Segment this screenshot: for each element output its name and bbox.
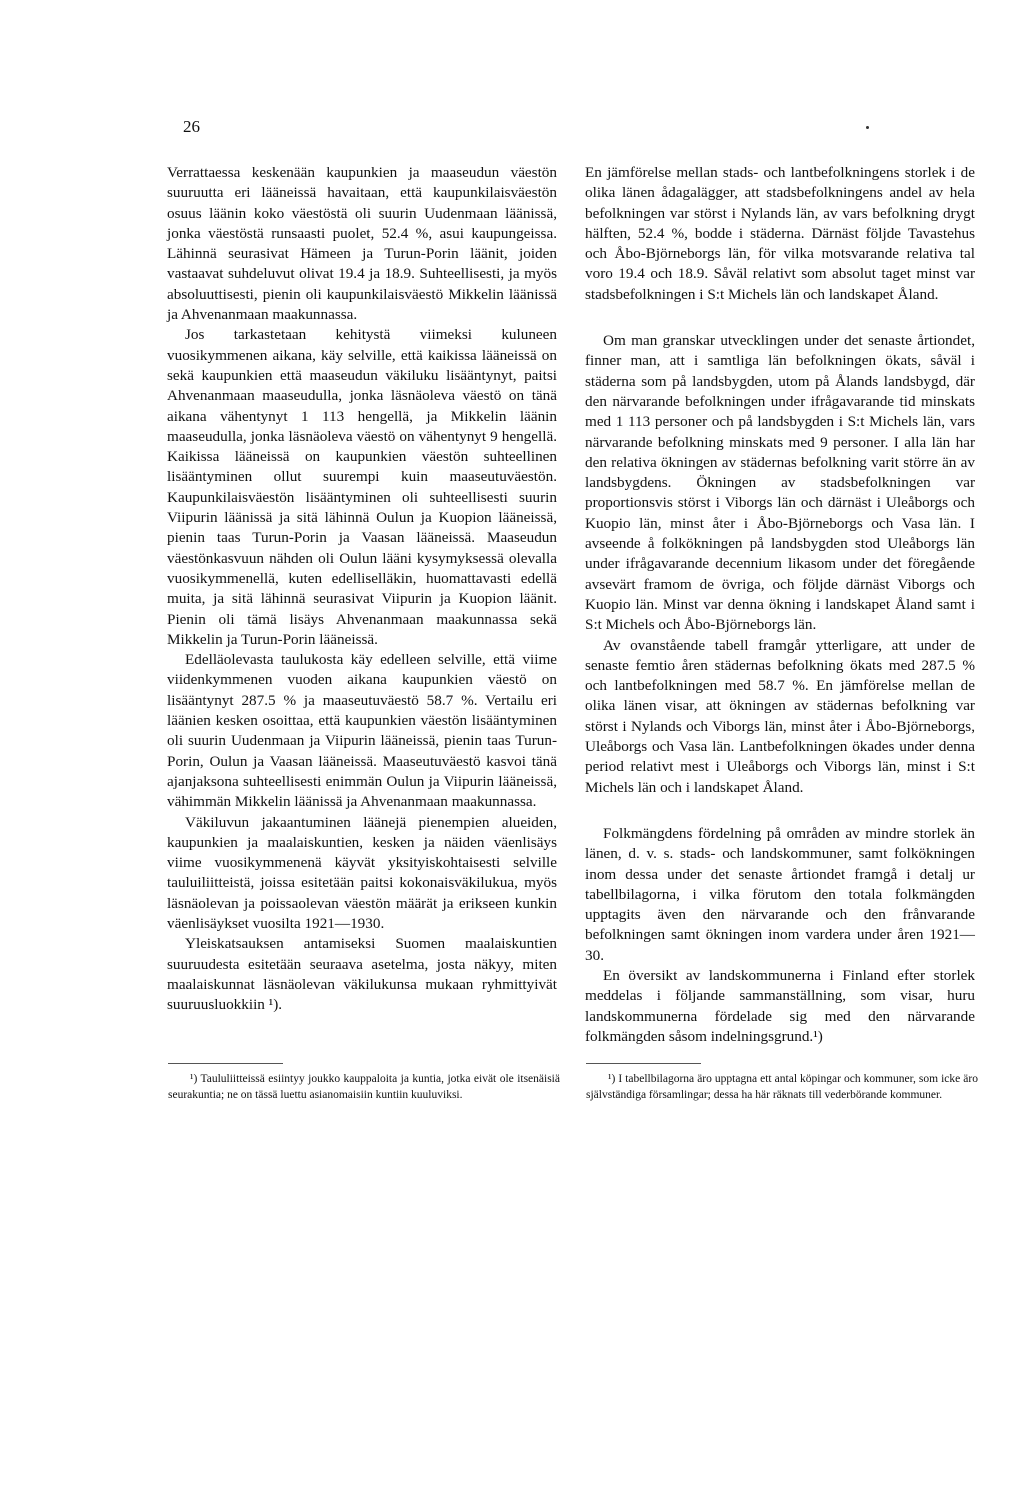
- paragraph-fi-4: Väkiluvun jakaantuminen läänejä pienempien alueiden, kaupunkien ja maalaiskuntien, kesken ja näiden väenlisäys viime vuosikymmenenä käyvät yksityiskohtaisesti selville tauluiliitteistä, joissa esitetään paitsi kokonaisväkilukua, myös läsnäolevan ja poissaolevan väestön määrät ja erikseen kunkin väenlisäykset vuosilta 1921—1930.: [167, 813, 557, 932]
- paragraph-sv-2: Om man granskar utvecklingen under det senaste årtiondet, finner man, att i samtliga län befolkningen ökats, såväl i städerna som på landsbygden, utom på Ålands landsbygd, där den närvarande befolkningen under ifrågavarande tid minskats med 1 113 personer och på landsbygden i S:t Michels län, vars närvarande befolkning minskats med 9 personer. I alla län har den relativa ökningen av städernas befolkning varit större än av landsbygdens. Ökningen av stadsbefolkningen var proportionsvis störst i Viborgs län och därnäst i Uleåborgs och Kuopio län, minst åter i Åbo-Björneborgs och Vasa län. I avseende å folkökningen på landsbygden stod Uleåborgs län under ifrågavarande decennium likasom under det föregående avsevärt framom de övriga, och följde därnäst Viborgs och Kuopio län. Minst var denna ökning i landskapet Åland samt i S:t Michels och Åbo-Björneborgs län.: [585, 332, 975, 634]
- paragraph-sv-3: Av ovanstående tabell framgår ytterligare, att under de senaste femtio åren städernas befolkning ökats med 287.5 % och lantbefolkningen med 58.7 %. En jämförelse mellan de olika länen visar, att ökningen av städernas befolkning var störst i Nylands och Viborgs län, minst åter i Åbo-Björneborgs, Uleåborgs och Vasa län. Lantbefolkningen ökades under denna period relativt mest i Uleåborgs och Viborgs län, minst i S:t Michels län och i landskapet Åland.: [585, 636, 975, 796]
- print-speck: [866, 126, 869, 129]
- page-number: 26: [183, 117, 200, 136]
- paragraph-fi-3: Edelläolevasta taulukosta käy edelleen selville, että viime viidenkymmenen vuoden aikana kaupunkien väestö on lisääntynyt 287.5 % ja maaseutuväestö 58.7 %. Vertailu eri läänien kesken osoittaa, että kaupunkien väestön lisääntyminen oli suurin Uudenmaan ja Viipurin lääneissä, pienin taas Turun-Porin, Oulun ja Vaasan lääneissä. Maaseutuväestö kasvoi tänä ajanjaksona suhteellisesti enimmän Oulun ja Viipurin lääneissä, vähimmän Mikkelin läänissä ja Ahvenanmaan maakunnassa.: [167, 651, 557, 811]
- paragraph-sv-1: En jämförelse mellan stads- och lantbefolkningens storlek i de olika länen ådagalägger, att stadsbefolkningens andel av hela befolkningen var störst i Nylands län, av vars befolkning drygt hälften, 52.4 %, bodde i städerna. Därnäst följde Tavastehus och Åbo-Björneborgs län, för vilka motsvarande relativa tal voro 19.4 och 18.9. Såväl relativt som absolut taget minst var stadsbefolkningen i S:t Michels län och landskapet Åland.: [585, 164, 975, 303]
- paragraph-sv-5: En översikt av landskommunerna i Finland efter storlek meddelas i följande sammanställning, som visar, huru landskommunerna fördelade sig med den närvarande folkmängden såsom indelningsgrund.¹): [585, 966, 975, 1045]
- swedish-column: [585, 163, 975, 1047]
- paragraph-fi-2: Jos tarkastetaan kehitystä viimeksi kuluneen vuosikymmenen aikana, käy selville, että kaikissa lääneissä on sekä kaupunkien että maaseudun väkiluku lisääntynyt, paitsi Ahvenanmaan maaseudulla, jonka läsnäoleva väestö on tänä aikana vähentynyt 1 113 hengellä, ja Mikkelin läänin maaseudulla, jonka läsnäoleva väestö on vähentynyt 9 hengellä. Kaikissa lääneissä on kaupunkien väestön suhteellinen lisääntyminen ollut suurempi kuin maaseutuväestön. Kaupunkilaisväestön lisääntyminen oli suhteellisesti suurin Viipurin läänissä ja sitä lähinnä Oulun ja Kuopion lääneissä, pienin taas Turun-Porin ja Vaasan lääneissä. Maaseudun väestönkasvuun nähden oli Oulun lääni kysymyksessä olevalla vuosikymmenellä, kuten edelliselläkin, huomattavasti edellä muita, ja sitä lähinnä seurasivat Viipurin ja Kuopion läänit. Pienin oli tämä lisäys Ahvenanmaan maakunnassa sekä Mikkelin ja Turun-Porin lääneissä.: [167, 326, 557, 648]
- paragraph-fi-5: Yleiskatsauksen antamiseksi Suomen maalaiskuntien suuruudesta esitetään seuraava asetelma, josta näkyy, miten maalaiskunnat läsnäolevan väkilukunsa mukaan ryhmittyivät suuruusluokkiin ¹).: [167, 935, 557, 1014]
- footnote-finnish: ¹) Taululiitteissä esiintyy joukko kauppaloita ja kuntia, jotka eivät ole itsenäisiä seurakuntia; ne on tässä luettu asianomaisiin kuntiin kuuluviksi.: [168, 1073, 560, 1101]
- footnote-divider-right: [586, 1063, 701, 1064]
- footnote-swedish: ¹) I tabellbilagorna äro upptagna ett antal köpingar och kommuner, som icke äro självständiga församlingar; dessa ha här räknats till vederbörande kommuner.: [586, 1073, 978, 1101]
- footnote-divider-left: [168, 1063, 283, 1064]
- paragraph-fi-1: Verrattaessa keskenään kaupunkien ja maaseudun väestön suuruutta eri lääneissä havaitaan, että kaupunkilaisväestön osuus läänin koko väestöstä oli suurin Uudenmaan läänissä, jonka väestöstä runsaasti puolet, 52.4 %, asui kaupungeissa. Lähinnä seurasivat Hämeen ja Turun-Porin läänit, joiden vastaavat suhdeluvut olivat 19.4 ja 18.9. Suhteellisesti, ja myös absoluuttisesti, pienin oli kaupunkilaisväestö Mikkelin läänissä ja Ahvenanmaan maakunnassa.: [167, 164, 557, 324]
- finnish-column: [167, 163, 557, 1015]
- paragraph-sv-4: Folkmängdens fördelning på områden av mindre storlek än länen, d. v. s. stads- och landskommuner, samt folkökningen inom dessa under det senaste årtiondet framgå i detalj ur tabellbilagorna, i vilka förutom den totala folkmängden upptagits även den närvarande och den frånvarande befolkningen samt ökningen inom vardera under åren 1921—30.: [585, 824, 975, 964]
